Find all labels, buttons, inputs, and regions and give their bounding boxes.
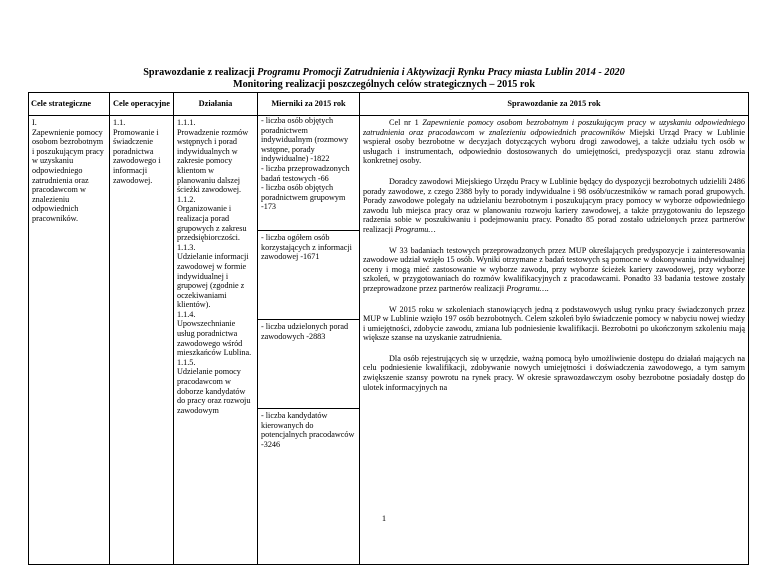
title-line-1: [0, 67, 768, 79]
header-measures: Mierniki za 2015 rok: [258, 93, 360, 116]
report-emphasis: Programu…: [395, 224, 436, 234]
table-row: [29, 116, 749, 565]
report-paragraph: [363, 177, 745, 235]
report-paragraph: [363, 118, 745, 166]
title-line-2: Monitoring realizacji poszczególnych celów strategicznych – 2015 rok: [232, 78, 536, 90]
header-actions: Działania: [174, 93, 258, 116]
report-text: Doradcy zawodowi Miejskiego Urzędu Pracy w Lublinie będący do dyspozycji bezrobotnych udzielili 2486 porady zawodowe, z czego 2388 były to porady indywidualne i 98 osób/uczestników w ramach porad grupowych. Porady zawodowe polegały na udzielaniu bezrobotnym i poszukującym pracy pomocy w wyborze odpowiedniego zawodu lub miejsca pracy oraz w planowaniu rozwoju kariery zawodowej, a także przygotowaniu do lepszego radzenia sobie w poszukiwaniu i podejmowaniu pracy. Ponadto 85 porad zostało udzielonych przez partnerów realizacji: [363, 176, 745, 234]
measure-block: - liczba ogółem osób korzystających z informacji zawodowej -1671: [258, 230, 359, 319]
report-body: [363, 118, 745, 392]
operational-goal-text: 1.1. Promowanie i świadczenie poradnictwa zawodowego i informacji zawodowej.: [113, 118, 161, 185]
report-paragraph: [363, 354, 745, 392]
report-paragraph: [363, 246, 745, 294]
measures-cell: [258, 116, 360, 565]
actions-text: 1.1.1. Prowadzenie rozmów wstępnych i porad indywidualnych w zakresie pomocy klientom w planowaniu dalszej ścieżki zawodowej. 1.1.2. Organizowanie i realizacja porad grupowych z zakresu przedsiębiorczości. 1.1.3. Udzielanie informacji zawodowej w formie indywidualnej i grupowej (zgodnie z oczekiwaniami klientów). 1.1.4. Upowszechnianie usług poradnictwa zawodowego wśród mieszkańców Lublina. 1.1.5. Udzielanie pomocy pracodawcom w doborze kandydatów do pracy oraz rozwoju zawodowym: [177, 118, 252, 415]
report-text: Dla osób rejestrujących się w urzędzie, ważną pomocą było umożliwienie dostępu do działań mających na celu podniesienie kwalifikacji, zdobywanie nowych umiejętności i doświadczenia zawodowego, a tym samym zwiększenie szansy powrotu na rynek pracy. W okresie sprawozdawczym osoby bezrobotne posiadały dostęp do ulotek informacyjnych na: [363, 353, 745, 392]
measure-block: - liczba kandydatów kierowanych do potencjalnych pracodawców -3246: [258, 408, 359, 455]
measure-block: - liczba osób objętych poradnictwem indywidualnym (rozmowy wstępne, porady indywidualne) -1822 - liczba przeprowadzonych badań testowych -66 - liczba osób objętych poradnictwem grupowym -173: [261, 116, 350, 212]
report-text: W 33 badaniach testowych przeprowadzonych przez MUP określających predyspozycje i zainteresowania zawodowe udział wzięło 15 osób. Wyniki otrzymane z badań testowych są pomocne w dokonywaniu indywidualnej oceny i mogą mieć zastosowanie w wyborze zawodu, przy wyborze ścieżek kariery zawodowej, przy wyborze szkoleń, w przygotowaniach do rozmów kwalifikacyjnych z pracodawcami. Ponadto 33 badania testowe zostały przeprowadzone przez partnerów realizacji: [363, 245, 745, 293]
header-strategic-goals: Cele strategiczne: [29, 93, 110, 116]
operational-goal-cell: [110, 116, 174, 565]
header-operational-goals: Cele operacyjne: [110, 93, 174, 116]
measure-block: - liczba udzielonych porad zawodowych -2883: [258, 319, 359, 408]
page-number: 1: [381, 513, 387, 523]
report-text: Miejski Urząd Pracy w Lublinie wspierał osoby bezrobotne w decyzjach dotyczących wyboru drogi zawodowej, a także udziału tych osób w usługach i instrumentach, odpowiednio dostosowanych do umiejętności, predyspozycji oraz stanu zdrowia konkretnej osoby.: [363, 127, 745, 166]
report-emphasis: Programu….: [506, 283, 549, 293]
report-paragraph: [363, 305, 745, 343]
strategic-goal-text: I. Zapewnienie pomocy osobom bezrobotnym i poszukującym pracy w uzyskaniu odpowiedniego zatrudnienia oraz pracodawcom w znalezieniu odpowiednich pracowników.: [32, 118, 104, 223]
report-text: Cel nr 1: [389, 118, 423, 127]
page-title: [0, 67, 768, 90]
title-prefix: Sprawozdanie z realizacji: [143, 67, 258, 78]
header-report: Sprawozdanie za 2015 rok: [360, 93, 749, 116]
report-table: [28, 92, 749, 565]
title-program-name: Programu Promocji Zatrudnienia i Aktywizacji Rynku Pracy miasta Lublin 2014 - 2020: [257, 67, 625, 78]
report-cell: [360, 116, 749, 565]
report-emphasis: Zapewnienie pomocy osobom bezrobotnym i poszukującym pracy w uzyskaniu odpowiedniego zatrudnienia oraz pracodawcom w znalezieniu odpowiednich pracowników: [363, 118, 745, 137]
actions-cell: [174, 116, 258, 565]
strategic-goal-cell: [29, 116, 110, 565]
header-row: [29, 93, 749, 116]
report-text: W 2015 roku w szkoleniach stanowiących jedną z podstawowych usług rynku pracy świadczonych przez MUP w Lublinie wzięło 197 osób bezrobotnych. Celem szkoleń było świadczenie pomocy w nabyciu nowej wiedzy i umiejętności, zdobycie zawodu, zmiana lub podniesienie kwalifikacji. Bezrobotni po ukończonym szkoleniu mają większe szanse na uzyskanie zatrudnienia.: [363, 304, 745, 343]
